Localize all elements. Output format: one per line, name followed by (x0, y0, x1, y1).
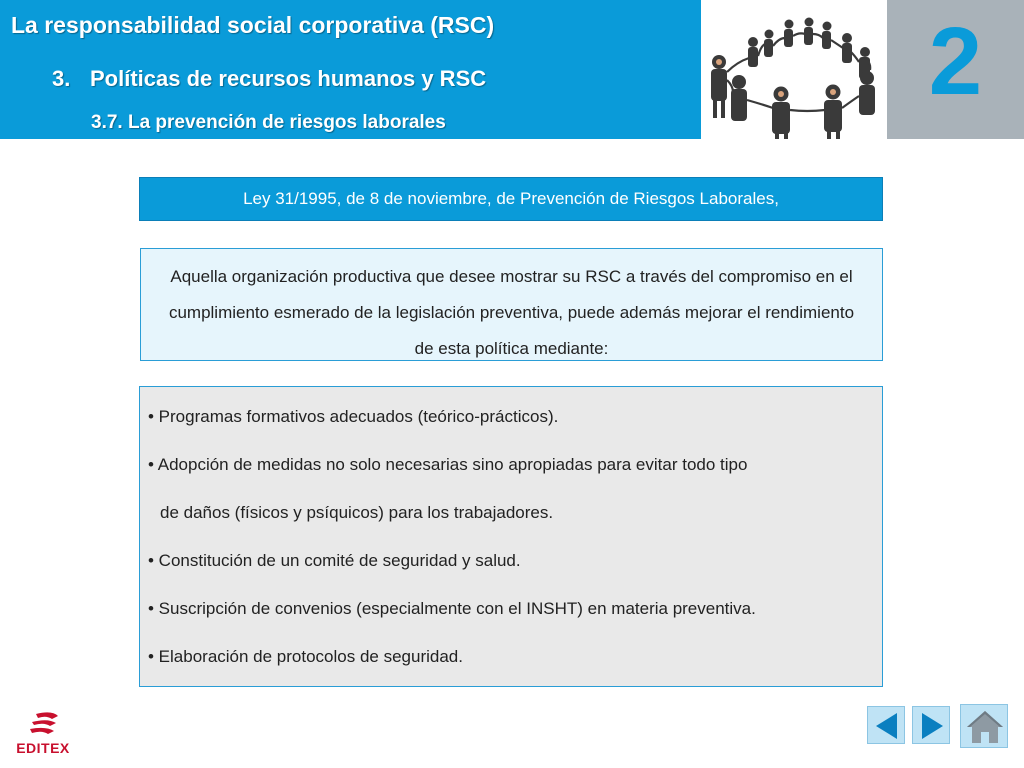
home-button[interactable] (960, 704, 1008, 748)
section-number: 3. (52, 66, 71, 91)
intro-paragraph: Aquella organización productiva que desee mostrar su RSC a través del compromiso en el cumplimiento esmerado de la legislación preventiva, puede además mejorar el rendimiento de esta política mediante: (168, 267, 855, 358)
people-circle-image (701, 0, 887, 139)
section-title: Políticas de recursos humanos y RSC (90, 66, 487, 91)
list-item: • Elaboración de protocolos de seguridad. (148, 647, 463, 666)
home-icon (961, 705, 1009, 749)
subsection-heading: 3.7. La prevención de riesgos laborales (91, 112, 446, 133)
intro-paragraph-box (140, 248, 883, 361)
section-heading (52, 66, 486, 92)
editex-logo-text: EDITEX (16, 740, 70, 756)
chapter-number: 2 (928, 8, 983, 115)
list-item-continuation: de daños (físicos y psíquicos) para los trabajadores. (160, 503, 554, 522)
law-reference-box: Ley 31/1995, de 8 de noviembre, de Prevención de Riesgos Laborales, (139, 177, 883, 221)
list-item: • Suscripción de convenios (especialmente con el INSHT) en materia preventiva. (148, 599, 756, 618)
editex-e-mark-icon (8, 710, 78, 740)
chapter-tile (887, 0, 1024, 139)
presentation-title: La responsabilidad social corporativa (RSC) (11, 12, 495, 38)
header-banner (0, 0, 701, 139)
list-item: • Programas formativos adecuados (teórico-prácticos). (148, 407, 559, 426)
list-item: • Adopción de medidas no solo necesarias sino apropiadas para evitar todo tipo (148, 455, 748, 474)
list-item: • Constitución de un comité de seguridad y salud. (148, 551, 521, 570)
previous-slide-button[interactable] (867, 706, 905, 744)
measures-list-box (139, 386, 883, 687)
next-slide-button[interactable] (912, 706, 950, 744)
arrow-left-icon (868, 707, 906, 745)
arrow-right-icon (913, 707, 951, 745)
editex-logo (8, 710, 78, 760)
